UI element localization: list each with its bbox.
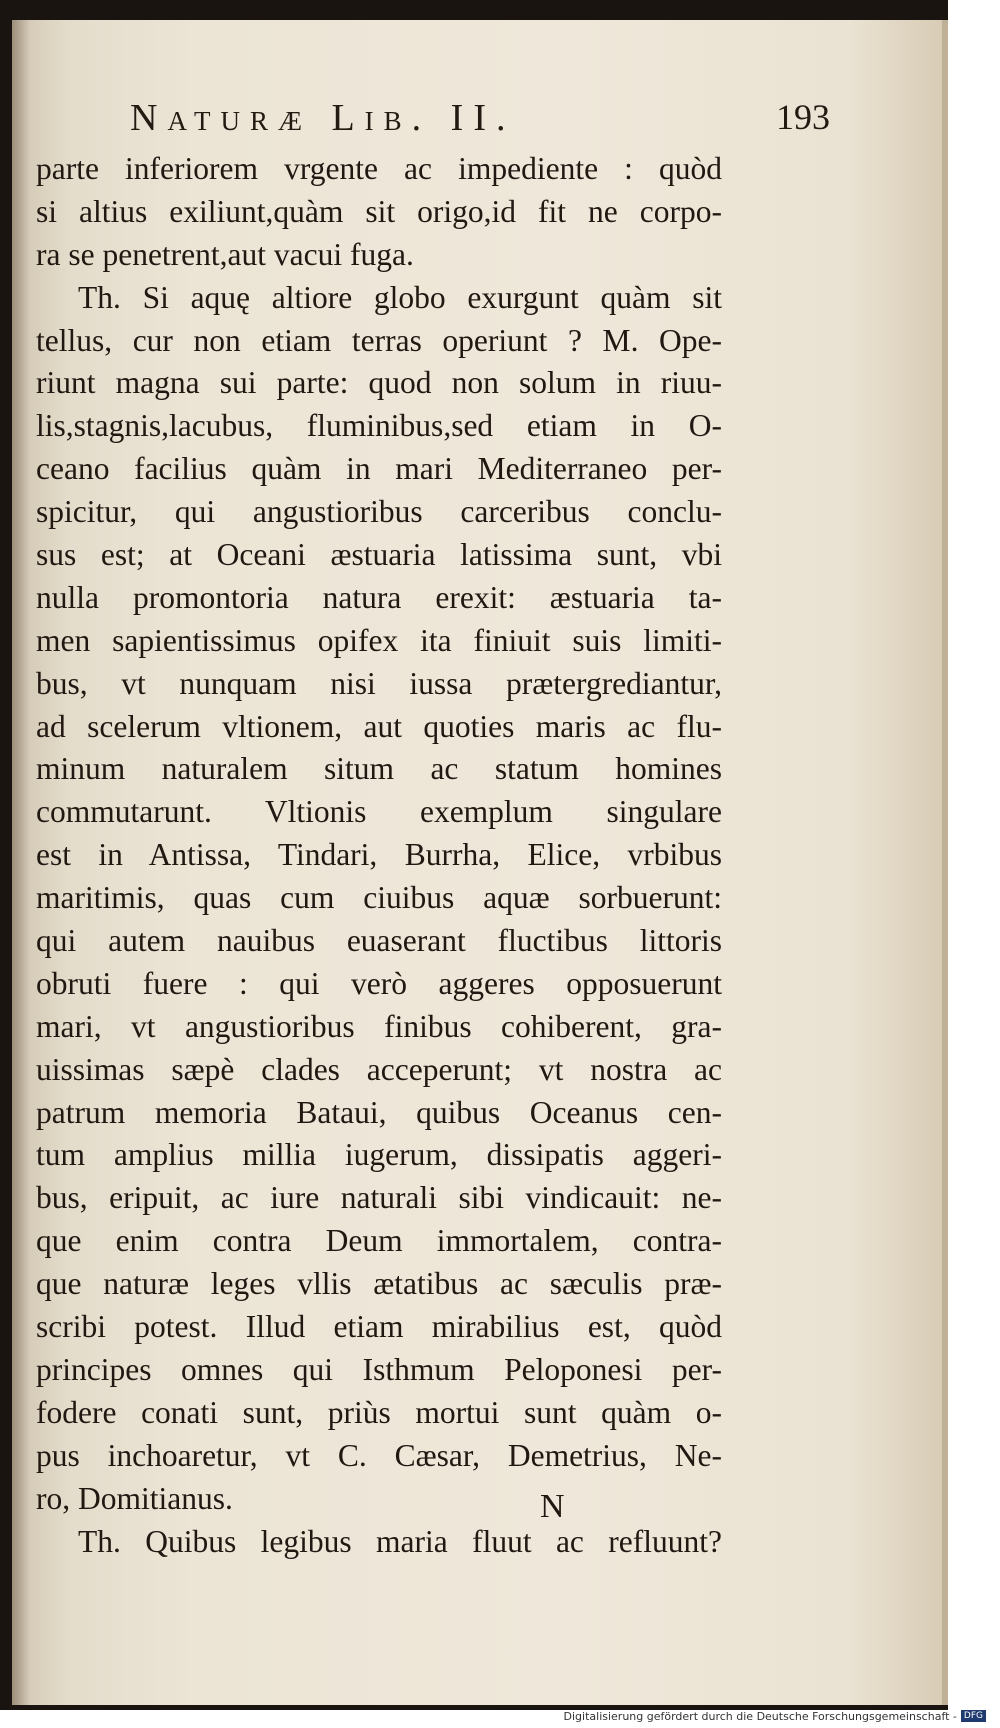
text-line: principes omnes qui Isthmum Peloponesi per- — [36, 1351, 722, 1387]
footer-credit — [564, 1708, 986, 1724]
text-line: tellus, cur non etiam terras operiunt ? M. Ope- — [36, 322, 722, 358]
text-line: que enim contra Deum immortalem, contra- — [36, 1223, 722, 1259]
text-line: est in Antissa, Tindari, Burrha, Elice, vrbibus — [36, 837, 722, 873]
text-line: minum naturalem situm ac statum homines — [36, 751, 722, 787]
text-line: mari, vt angustioribus finibus cohiberent, gra- — [36, 1008, 722, 1044]
text-line: nulla promontoria natura erexit: æstuaria ta- — [36, 579, 722, 615]
text-line: tum amplius millia iugerum, dissipatis aggeri- — [36, 1137, 722, 1173]
text-line: patrum memoria Bataui, quibus Oceanus cen- — [36, 1094, 722, 1130]
text-line: fodere conati sunt, priùs mortui sunt quàm o- — [36, 1394, 722, 1430]
dfg-logo: DFG — [961, 1710, 986, 1722]
page-number: 193 — [776, 97, 830, 137]
text-line: spicitur, qui angustioribus carceribus conclu- — [36, 494, 722, 530]
catchword: N — [540, 1488, 565, 1525]
text-line: ra se penetrent,aut vacui fuga. — [36, 236, 414, 272]
text-line: ad scelerum vltionem, aut quoties maris ac flu- — [36, 708, 722, 744]
text-line: parte inferiorem vrgente ac impediente : quòd — [36, 151, 722, 186]
text-line: maritimis, quas cum ciuibus aquæ sorbuerunt: — [36, 880, 722, 916]
text-line: ceano facilius quàm in mari Mediterraneo per- — [36, 451, 722, 487]
text-line: obruti fuere : qui verò aggeres opposuerunt — [36, 965, 722, 1001]
text-line: que naturæ leges vllis ætatibus ac sæculis præ- — [36, 1266, 722, 1302]
text-line: pus inchoaretur, vt C. Cæsar, Demetrius, Ne- — [36, 1437, 722, 1473]
text-line: Th. Quibus legibus maria fluut ac refluunt? — [78, 1523, 722, 1559]
text-line: men sapientissimus opifex ita finiuit suis limiti- — [36, 622, 722, 658]
text-line: ro, Domitianus. — [36, 1480, 233, 1516]
running-title: Naturæ Lib. II. — [130, 97, 516, 139]
text-line: uissimas sæpè clades acceperunt; vt nostra ac — [36, 1051, 722, 1087]
text-line: si altius exiliunt,quàm sit origo,id fit ne corpo- — [36, 193, 722, 229]
text-line: bus, vt nunquam nisi iussa prætergrediantur, — [36, 665, 722, 701]
gutter-shadow — [12, 20, 30, 1705]
text-line: qui autem nauibus euaserant fluctibus littoris — [36, 923, 722, 959]
text-line: lis,stagnis,lacubus, fluminibus,sed etiam in O- — [36, 408, 722, 444]
funding-credit-text: Digitalisierung gefördert durch die Deutsche Forschungsgemeinschaft - — [563, 1709, 957, 1723]
text-line: sus est; at Oceani æstuaria latissima sunt, vbi — [36, 537, 722, 573]
text-line: Th. Si aquę altiore globo exurgunt quàm sit — [78, 279, 722, 315]
text-line: scribi potest. Illud etiam mirabilius est, quòd — [36, 1309, 722, 1345]
running-head — [130, 96, 830, 146]
text-line: bus, eripuit, ac iure naturali sibi vindicauit: ne- — [36, 1180, 722, 1216]
body-text — [36, 148, 722, 1563]
text-line: riunt magna sui parte: quod non solum in riuu- — [36, 365, 722, 401]
text-line: commutarunt. Vltionis exemplum singulare — [36, 794, 722, 830]
